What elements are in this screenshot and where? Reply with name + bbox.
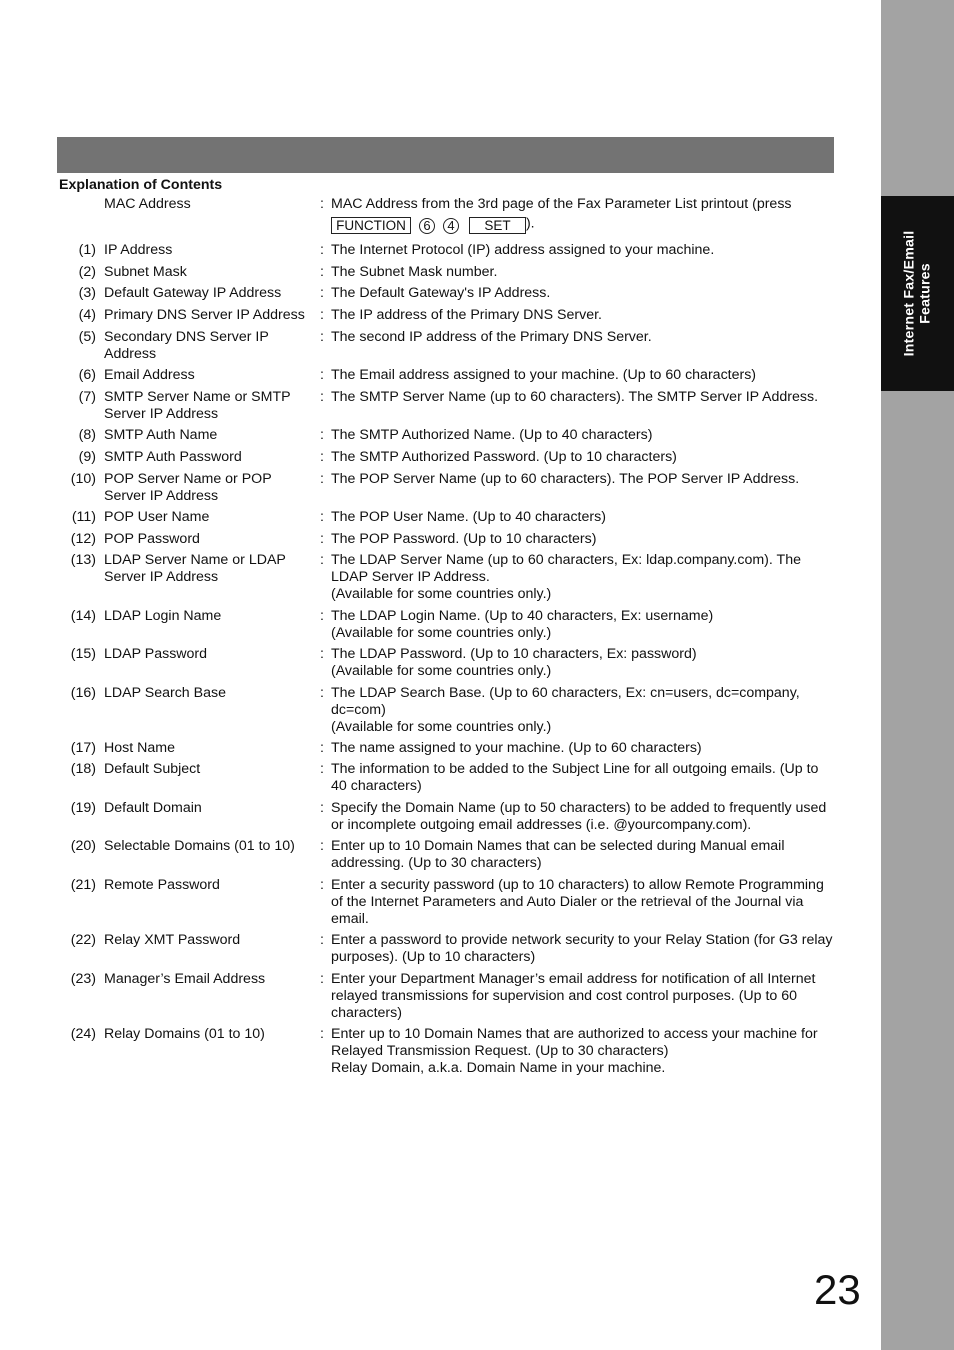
entry-colon: :	[320, 285, 324, 301]
entry-description	[331, 552, 836, 603]
entry-label: Default Domain	[104, 800, 202, 816]
entry-note: (Available for some countries only.)	[331, 719, 552, 735]
entry-description: The information to be added to the Subject Line for all outgoing emails. (Up to 40 characters)	[331, 761, 819, 794]
entry-number: (2)	[78, 264, 96, 280]
entry-label: Email Address	[104, 367, 195, 383]
entry-label: Relay Domains (01 to 10)	[104, 1026, 265, 1042]
entry-colon: :	[320, 877, 324, 893]
entry-description: Enter your Department Manager’s email address for notification of all Internet relayed transmissions for supervision and cost control purposes. (Up to 60 characters)	[331, 971, 816, 1021]
entry-colon: :	[320, 389, 324, 405]
entry-description: The SMTP Authorized Password. (Up to 10 characters)	[331, 449, 677, 465]
page-number: 23	[814, 1266, 861, 1313]
entry-label: Host Name	[104, 740, 175, 756]
entry-number: (20)	[70, 838, 96, 854]
key-6-icon: 6	[419, 218, 435, 234]
entry-label: MAC Address	[104, 196, 191, 212]
entry-colon: :	[320, 509, 324, 525]
entry-colon: :	[320, 367, 324, 383]
entry-label: LDAP Server Name or LDAP Server IP Address	[104, 552, 286, 585]
entry-number: (11)	[71, 509, 96, 525]
entry-colon: :	[320, 329, 324, 345]
entry-description: The POP Password. (Up to 10 characters)	[331, 531, 597, 547]
entry-colon: :	[320, 761, 324, 777]
entry-colon: :	[320, 800, 324, 816]
entry-colon: :	[320, 471, 324, 487]
entry-number: (10)	[70, 471, 96, 487]
entry-label: Relay XMT Password	[104, 932, 241, 948]
entry-label: IP Address	[104, 242, 173, 258]
entry-number: (1)	[78, 242, 96, 258]
entry-note: Relay Domain, a.k.a. Domain Name in your machine.	[331, 1060, 666, 1076]
entry-label: POP Server Name or POP Server IP Address	[104, 471, 272, 504]
entry-number: (13)	[70, 552, 96, 568]
entry-colon: :	[320, 552, 324, 568]
entry-description: The POP User Name. (Up to 40 characters)	[331, 509, 606, 525]
entry-number: (16)	[70, 685, 96, 701]
entry-colon: :	[320, 838, 324, 854]
entry-description: The Email address assigned to your machine. (Up to 60 characters)	[331, 367, 757, 383]
entry-description	[331, 608, 836, 642]
key-4-icon: 4	[443, 218, 459, 234]
section-tab	[881, 196, 954, 391]
entry-colon: :	[320, 264, 324, 280]
mac-text-end: ).	[525, 215, 535, 232]
entry-colon: :	[320, 740, 324, 756]
entry-number: (22)	[70, 932, 96, 948]
entry-note: (Available for some countries only.)	[331, 625, 552, 641]
entry-number: (5)	[78, 329, 96, 345]
entry-description: Enter a password to provide network security to your Relay Station (for G3 relay purposes). (Up to 10 characters)	[331, 932, 833, 965]
entry-description	[331, 685, 836, 736]
entry-label: Selectable Domains (01 to 10)	[104, 838, 295, 854]
entry-colon: :	[320, 531, 324, 547]
entry-label: Default Subject	[104, 761, 201, 777]
entry-colon: :	[320, 971, 324, 987]
entry-number: (17)	[70, 740, 96, 756]
entry-description-text: The LDAP Search Base. (Up to 60 characters, Ex: cn=users, dc=company, dc=com)	[331, 685, 800, 718]
entry-description-text: The LDAP Server Name (up to 60 characters, Ex: ldap.company.com). The LDAP Server IP Address.	[331, 552, 801, 585]
entry-label: LDAP Login Name	[104, 608, 222, 624]
entry-colon: :	[320, 932, 324, 948]
mac-text: MAC Address from the 3rd page of the Fax Parameter List printout (press	[331, 196, 792, 212]
entry-number: (12)	[70, 531, 96, 547]
entry-number: (8)	[78, 427, 96, 443]
key-sequence	[331, 213, 836, 234]
entry-description: The name assigned to your machine. (Up to 60 characters)	[331, 740, 702, 756]
entry-label: Default Gateway IP Address	[104, 285, 282, 301]
entry-description: The POP Server Name (up to 60 characters). The POP Server IP Address.	[331, 471, 800, 487]
function-key: FUNCTION	[331, 217, 411, 234]
entry-label: Remote Password	[104, 877, 220, 893]
entry-description-text: The LDAP Login Name. (Up to 40 characters, Ex: username)	[331, 608, 714, 624]
entry-label: Primary DNS Server IP Address	[104, 307, 305, 323]
entry-label: SMTP Auth Name	[104, 427, 218, 443]
entry-description: Enter a security password (up to 10 characters) to allow Remote Programming of the Internet Parameters and Auto Dialer or the retrieval of the Journal via email.	[331, 877, 824, 927]
entry-colon: :	[320, 427, 324, 443]
entry-number: (21)	[70, 877, 96, 893]
entry-description-text: Enter up to 10 Domain Names that are authorized to access your machine for Relayed Transmission Request. (Up to 30 characters)	[331, 1026, 818, 1059]
entry-number: (4)	[78, 307, 96, 323]
header-bar	[57, 137, 834, 173]
entry-description: The Subnet Mask number.	[331, 264, 498, 280]
entry-description-text: The LDAP Password. (Up to 10 characters, Ex: password)	[331, 646, 697, 662]
entry-label: Manager’s Email Address	[104, 971, 266, 987]
entry-colon: :	[320, 449, 324, 465]
entry-colon: :	[320, 1026, 324, 1042]
entry-description	[331, 646, 836, 680]
entry-description	[331, 196, 836, 234]
section-heading: Explanation of Contents	[59, 177, 223, 193]
entry-label: SMTP Server Name or SMTP Server IP Address	[104, 389, 291, 422]
entry-label: Subnet Mask	[104, 264, 187, 280]
entry-colon: :	[320, 685, 324, 701]
entry-description: The IP address of the Primary DNS Server.	[331, 307, 602, 323]
entry-description: Enter up to 10 Domain Names that can be selected during Manual email addressing. (Up to 30 characters)	[331, 838, 785, 871]
entry-number: (7)	[78, 389, 96, 405]
entry-label: Secondary DNS Server IP Address	[104, 329, 269, 362]
set-key: SET	[469, 217, 526, 234]
entry-description: The Internet Protocol (IP) address assigned to your machine.	[331, 242, 715, 258]
entry-description	[331, 1026, 836, 1077]
entry-description: The SMTP Server Name (up to 60 characters). The SMTP Server IP Address.	[331, 389, 819, 405]
entry-label: SMTP Auth Password	[104, 449, 242, 465]
entry-note: (Available for some countries only.)	[331, 586, 552, 602]
section-tab-label	[902, 231, 933, 357]
entry-number: (14)	[70, 608, 96, 624]
entry-number: (19)	[70, 800, 96, 816]
entry-label: LDAP Search Base	[104, 685, 226, 701]
entry-colon: :	[320, 196, 324, 212]
entry-description: The SMTP Authorized Name. (Up to 40 characters)	[331, 427, 653, 443]
entry-colon: :	[320, 307, 324, 323]
entry-note: (Available for some countries only.)	[331, 663, 552, 679]
entry-colon: :	[320, 242, 324, 258]
entry-label: POP Password	[104, 531, 200, 547]
section-tab-line2: Features	[916, 263, 933, 324]
entry-colon: :	[320, 608, 324, 624]
entry-number: (24)	[70, 1026, 96, 1042]
entry-label: LDAP Password	[104, 646, 208, 662]
entry-number: (6)	[78, 367, 96, 383]
entry-description: Specify the Domain Name (up to 50 characters) to be added to frequently used or incomplete outgoing email addresses (i.e. @yourcompany.com).	[331, 800, 827, 833]
section-tab-line1: Internet Fax/Email	[901, 230, 917, 357]
entry-description: The Default Gateway's IP Address.	[331, 285, 551, 301]
entry-label: POP User Name	[104, 509, 210, 525]
entry-colon: :	[320, 646, 324, 662]
entry-number: (9)	[78, 449, 96, 465]
entry-number: (18)	[70, 761, 96, 777]
entry-description: The second IP address of the Primary DNS Server.	[331, 329, 652, 345]
entry-number: (15)	[70, 646, 96, 662]
entry-number: (23)	[70, 971, 96, 987]
entry-number: (3)	[78, 285, 96, 301]
